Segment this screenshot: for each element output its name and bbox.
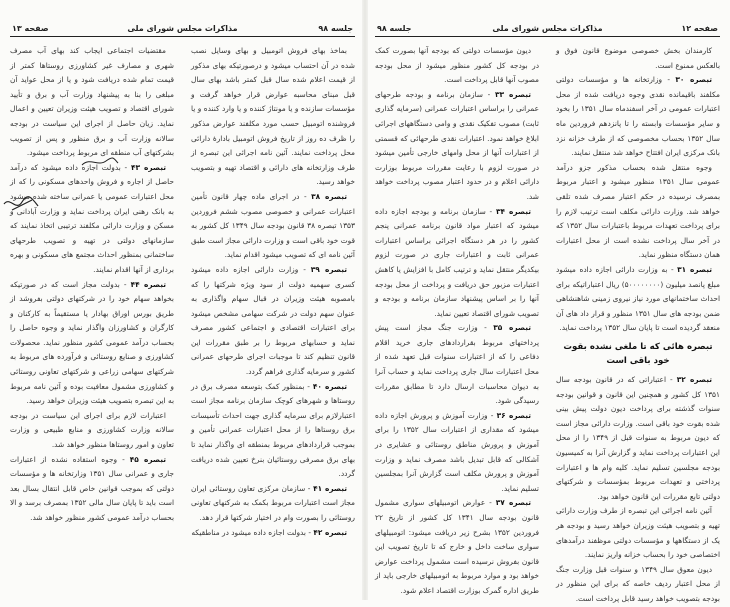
- text-column: [191, 44, 355, 594]
- paragraph-text: - وزارت دارائی اجازه داده میشود کسری سهمیه دولت از سود ویژه شرکتها را که بامصوبه هیئت وزیران در قبال سهام واگذاری به عنوان سهم دولت در شرکت سهامی مشخص میشود برای اعتبارات اقتصادی و اجتماعی کشور مصرف نماید و حسابهای مربوط را بر طبق مقررات این قانون تنظیم کند تا موجبات اجرای طرحهای عمرانی کشور و سرمایه گذاری فراهم گردد.: [191, 264, 355, 377]
- note-number: تبصره ۳۰: [675, 75, 712, 85]
- paragraph: [10, 453, 174, 526]
- journal-title: مذاکرات مجلس شورای ملی: [492, 24, 603, 33]
- paragraph-text: - اعتباراتی که در قانون بودجه سال ۱۳۵۱ کل کشور و همچنین این قانون و قوانین بودجه سنوات گذشته برای پرداخت دیون دولت پیش بینی شده بقوت خود باقی است. وزارت دارائی مجاز است که دیون مربوط به سنوات قبل از ۱۳۴۹ را از محل این اعتبارات پرداخت نماید و گزارش آنرا به کمیسیون بودجه مجلسین تسلیم نماید. کلیه وام ها و اعتبارات پرداختی و تعهدات مربوط بمؤسسات و شرکتهای دولتی تابع مقررات این قانون خواهد بود.: [556, 375, 720, 501]
- text-column: [10, 44, 174, 594]
- note-number: تبصره ۳۹: [310, 264, 347, 274]
- paragraph-text: - بدولت اجازه داده میشود که درآمد حاصل از اجاره و فروش واحدهای مسکونی را که از محل اعتبارات عمومی یا عمرانی ساخته شده میشود به بانک رهنی ایران پرداخت نماید و وزارت آبادانی و مسکن و وزارت دارائی مکلفند ترتیبی اتخاذ نمایند که سازمانهای دولتی در تهیه و تصویب طرحهای ساختمانی بمنظور احداث مجتمع های مسکونی و بهره برداری از آنها اقدام نمایند.: [10, 162, 174, 274]
- note-number: تبصره ۴۴: [130, 279, 167, 289]
- note-number: تبصره ۴۰: [312, 381, 347, 391]
- note-number: تبصره ۳۵: [493, 323, 531, 333]
- paragraph-text: کارمندان بخش خصوصی موضوع قانون فوق و بالعکس ممنوع است.: [556, 46, 720, 70]
- text-column: [375, 44, 539, 594]
- handwritten-mark-icon: [2, 190, 42, 220]
- paragraph: [191, 263, 355, 380]
- paragraph: [556, 563, 720, 607]
- page-number: صفحه ۱۲: [681, 24, 718, 33]
- paragraph-text: دیون مؤسسات دولتی که بودجه آنها بصورت کمک در بودجه کل کشور منظور میشود از محل بودجه مصوب آنها قابل پرداخت است.: [375, 46, 539, 85]
- note-number: تبصره ۳۶: [496, 410, 532, 420]
- paragraph: [191, 44, 355, 190]
- paragraph: [375, 409, 539, 497]
- paragraph: [556, 373, 720, 504]
- paragraph: [10, 278, 174, 409]
- paragraph-text: - سازمان برنامه و بودجه اجازه داده میشود که اعتبار مواد قانون برنامه عمرانی پنجم کشور را در هر دستگاه اجرائی براساس اعتبارات عمرانی ثابت و اعتبارات جاری در صورت لزوم بیکدیگر منتقل نماید و ترتیب کامل با افزایش یا کاهش اعتبارات مزبور حق دریافت و پرداخت از محل بودجه آنها را بر اساس پیشنهاد سازمان برنامه و بودجه و تصویب شورای اقتصاد تعیین نماید.: [375, 206, 539, 318]
- paragraph-text: - سازمان مرکزی تعاون روستائی ایران مجاز است اعتبارات مربوط بکمک به شرکتهای تعاونی روستائی را بصورت وام در اختیار شرکتها قرار دهد.: [191, 483, 355, 522]
- paragraph: [556, 73, 720, 161]
- paragraph-text: - در اجرای ماده چهار قانون تأمین اعتبارات عمرانی و خصوصی مصوب ششم فروردین ۱۳۵۳ تبصره ۳۸ قانون بودجه سال ۱۳۴۹ کل کشور به قوت خود باقی است و وزارت دارائی مجاز است طبق آئین نامه ای که تصویب میشود اقدام نماید.: [191, 191, 355, 260]
- paragraph-text: - وزارتخانه ها و مؤسسات دولتی مکلفند باقیمانده نقدی وجوه دریافت شده از محل اعتبارات عمومی در آخر اسفندماه سال ۱۳۵۱ را بخود و سایر مؤسسات وابسته را تا پانزدهم فروردین ماه سال ۱۳۵۲ بحساب مخصوصی که از طرف خزانه نزد بانک مرکزی ایران افتتاح خواهد شد منتقل نمایند.: [556, 75, 720, 158]
- paragraph-text: - بدولت اجازه داده میشود در مناطقیکه: [191, 527, 314, 537]
- paragraph: [375, 205, 539, 322]
- paragraph: [191, 482, 355, 526]
- note-number: تبصره ۴۱: [313, 483, 347, 493]
- page-header: [375, 24, 720, 37]
- paragraph-text: آئین نامه اجرائی این تبصره از طرف وزارت دارائی تهیه و بتصویب هیئت وزیران خواهد رسید و بودجه هر یک از دستگاهها و مؤسسات دولتی موظفند درآمدهای اختصاصی خود را بحساب خزانه واریز نمایند.: [556, 506, 720, 560]
- note-number: تبصره ۴۵: [129, 454, 167, 464]
- paragraph: [191, 526, 355, 541]
- paragraph: [556, 161, 720, 263]
- paragraph-text: - بمنظور کمک بتوسعه مصرف برق در روستاها و شهرهای کوچک سازمان برنامه مجاز است اعتبارلازم برای سرمایه گذاری جهت احداث تأسیسات برق روستاها را از محل اعتبارات عمرانی تأمین و بموجب قراردادهای مربوط بمنطقه ای واگذار نماید تا بهای برق مصرفی روستائیان بنرخ تعیین شده دریافت گردد.: [191, 381, 355, 479]
- paragraph-text: دیون معوق سال ۱۳۴۹ و سنوات قبل وزارت جنگ از محل اعتبار ردیف خاصه که برای این منظور در بودجه بتصویب خواهد رسید قابل پرداخت است.: [556, 564, 720, 603]
- paragraph: [191, 190, 355, 263]
- right-page: [365, 0, 730, 603]
- page-header: [10, 24, 355, 37]
- page-number: صفحه ۱۳: [12, 24, 49, 33]
- paragraph-text: - وزارت آموزش و پرورش اجازه داده میشود که مقداری از اعتبارات سال ۱۳۵۲ را برای آموزش و پرورش مناطق روستائی و عشایری در آشکالی که قابل تبدیل باشد مصرف نماید و وزارت آموزش و پرورش مکلف است گزارش آنرا بمجلسین تسلیم نماید.: [375, 410, 539, 493]
- note-number: تبصره ۴۲: [313, 527, 347, 537]
- paragraph: [10, 44, 174, 161]
- paragraph-text: - عوارض اتومبیلهای سواری مشمول قانون بودجه سال ۱۳۴۱ کل کشور از تاریخ ۲۲ فروردین ۱۳۵۲ بشرح زیر دریافت میشود: اتومبیلهای سواری ساخت داخل و خارج که تا تاریخ تصویب این قانون بفروش نرسیده است مشمول پرداخت عوارض خواهد بود و موارد مربوط به اتومبیلهای خارجی باید از طریق اداره گمرک بوزارت اقتصاد اعلام شود.: [375, 498, 539, 595]
- note-number: تبصره ۳۸: [311, 191, 347, 201]
- note-number: تبصره ۳۲: [676, 375, 712, 385]
- paragraph-text: - سازمان برنامه و بودجه طرحهای عمرانی را براساس اعتبارات عمرانی (سرمایه گذاری ثابت) مصوب تفکیک نقدی و وامی دستگاههای اجرائی ابلاغ خواهد نمود. اعتبارات نقدی طرحهائی که قسمتی از اعتبارات آنها از محل وامهای خارجی تأمین میشود در صورت لزوم با رعایت مقررات مربوط بوزارت دارائی اعلام و در حدود اعتبار مصوب پرداخت خواهد شد.: [375, 89, 539, 201]
- paragraph-text: - بدولت مجاز است که در صورتیکه بخواهد سهام خود را در شرکتهای دولتی بفروشد از طریق بورس اوراق بهادار یا مستقیماً به کارکنان و کارگران و کشاورزان واگذار نماید و وجوه حاصل را بحساب درآمد عمومی کشور منظور نماید. محصولات کشاورزی و صنایع روستائی و فرآورده های مربوط به شرکتهای سهامی زراعی و شرکتهای تعاونی روستائی و کشاورزی مشمول معافیت بوده و آئین نامه مربوط به این تبصره بتصویب هیئت وزیران خواهد رسید.: [10, 279, 174, 406]
- paragraph-text: - به وزارت دارائی اجازه داده میشود مبلغ پانصد میلیون (۵۰۰۰۰۰۰۰۰) ریال اعتباراتیکه برای احداث ساختمانهای مورد نیاز نیروی زمینی شاهنشاهی ضمن بودجه های سال ۱۳۵۱ منظور و قرار داد های آن منعقد گردیده است تا پایان سال ۱۳۵۲ پرداخت نماید.: [556, 264, 720, 333]
- section-title: تبصره هائی که تا ملغی نشده بقوت خود باقی است: [563, 341, 713, 367]
- note-number: تبصره ۳۳: [495, 89, 531, 99]
- note-number: تبصره ۳۴: [495, 206, 532, 216]
- paragraph-text: مقتضیات اجتماعی ایجاب کند بهای آب مصرف شهری و مصارف غیر کشاورزی روستاها کمتر از قیمت تمام شده دریافت شود و یا از محل عواید آن مبلغی را بنا به پیشنهاد وزارت آب و برق و تأیید شورای اقتصاد و تصویب هیئت وزیران تعیین و اعمال نماید. زیان حاصل از اجرای این سیاست در بودجه سالانه وزارت آب و برق منظور و پس از تصویب بشرکتهای آب منطقه ای مربوط پرداخت میشود.: [10, 46, 174, 158]
- paragraph: [556, 44, 720, 73]
- text-column: [556, 44, 720, 603]
- note-number: تبصره ۳۷: [495, 498, 532, 508]
- left-page: [0, 0, 365, 600]
- session-number: جلسه ۹۸: [318, 24, 353, 33]
- journal-title: مذاکرات مجلس شورای ملی: [127, 24, 238, 33]
- paragraph-text: بماخذ بهای فروش اتومبیل و بهای وسایل نصب شده در آن احتساب میشود و درصورتیکه بهای مذکور از قیمت اعلام شده سال قبل کمتر باشد بهای سال قبل مبنای محاسبه عوارض قرار خواهد گرفت و مؤسسات سازنده و یا مونتاژ کننده و یا وارد کننده و یا فروشنده اتومبیل حسب مورد مکلفند عوارض مذکور را ظرف ده روز از تاریخ فروش اتومبیل بادارهٔ دارائی محل پرداخت نمایند. آئین نامه اجرائی این تبصره از طرف وزارتخانه های دارائی و اقتصاد تهیه و بتصویب خواهد رسید.: [191, 46, 355, 187]
- paragraph: [10, 409, 174, 453]
- paragraph-text: اعتبارات لازم برای اجرای این سیاست در بودجه سالانه وزارت کشاورزی و منابع طبیعی و وزارت تعاون و امور روستاها منظور خواهد شد.: [10, 410, 174, 450]
- paragraph: [191, 380, 355, 482]
- handwritten-mark-icon: [80, 155, 120, 169]
- paragraph: [556, 504, 720, 562]
- paragraph: [375, 496, 539, 598]
- note-number: تبصره ۴۳: [130, 162, 167, 172]
- paragraph-text: وجوه منتقل شده بحساب مذکور جزو درآمد عمومی سال ۱۳۵۱ منظور میشود و اعتبار مربوط بمصرف نرسیده در حکم اعتبار مصرف شده تلقی خواهد شد. وزارت دارائی مکلف است ترتیب لازم را برای پرداخت تعهدات مربوط باعتبارات سال ۱۳۵۲ که در آخر سال پرداخت نشده است از محل اعتبارات همان دستگاه منظور نماید.: [556, 162, 720, 260]
- session-number: جلسه ۹۸: [377, 24, 412, 33]
- paragraph-text: - وجوه استفاده نشده از اعتبارات جاری و عمرانی سال ۱۳۵۱ وزارتخانه ها و مؤسسات دولتی که بموجب قوانین خاص قابل انتقال بسال بعد است باید تا پایان سال مالی ۱۳۵۲ بمصرف برسد و الا بحساب درآمد عمومی کشور منظور خواهد شد.: [10, 454, 174, 522]
- paragraph: [375, 88, 539, 205]
- paragraph: [375, 44, 539, 88]
- paragraph-text: - وزارت جنگ مجاز است پیش پرداختهای مربوط بقراردادهای جاری خرید اقلام دفاعی را که از اعتبارات سنوات قبل تعهد شده از محل اعتبارات سال جاری پرداخت نماید و حساب آنرا به دیوان محاسبات ارسال دارد تا مطابق مقررات رسیدگی شود.: [375, 323, 539, 406]
- paragraph: [375, 321, 539, 409]
- note-number: تبصره ۳۱: [677, 264, 712, 274]
- paragraph: [556, 263, 720, 336]
